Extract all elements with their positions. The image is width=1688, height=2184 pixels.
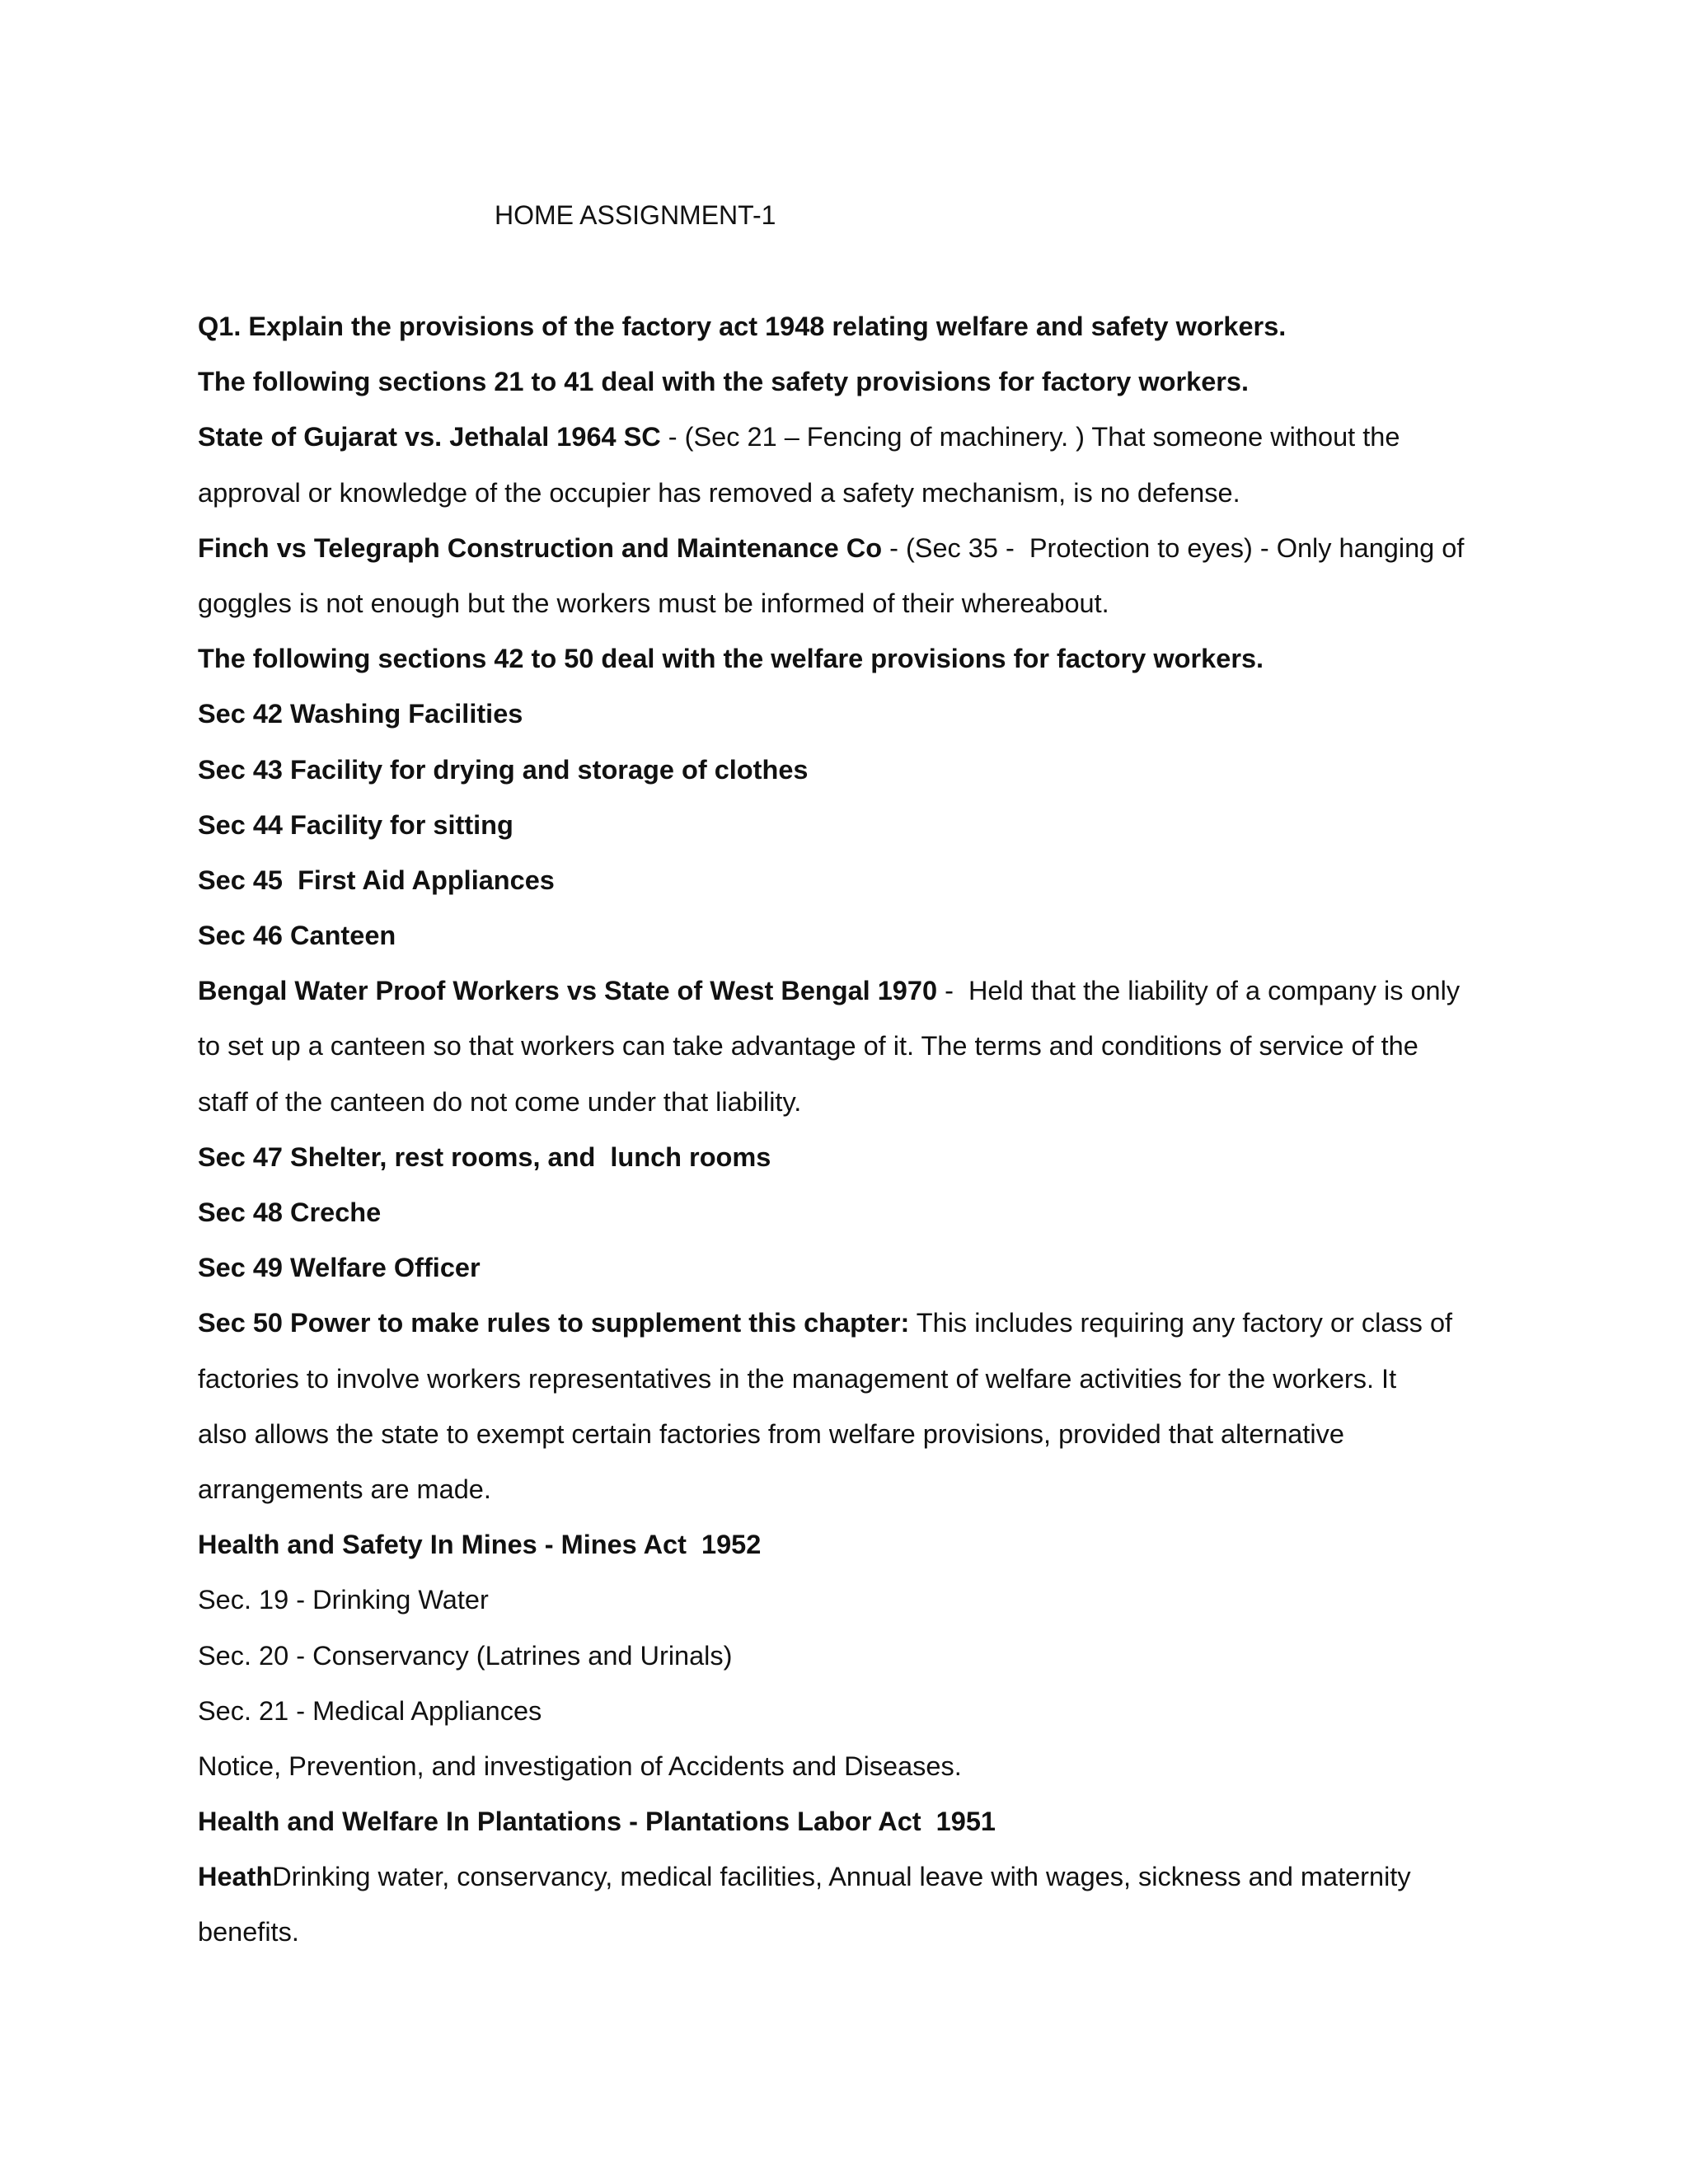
text-run: - Held that the liability of a company is only — [937, 976, 1461, 1006]
text-line — [198, 587, 1492, 642]
bold-text-run: Sec 45 First Aid Appliances — [198, 865, 555, 895]
text-run: staff of the canteen do not come under that liability. — [198, 1086, 802, 1117]
text-line — [198, 1750, 1492, 1805]
text-run: This includes requiring any factory or class of — [909, 1308, 1453, 1338]
bold-text-run: Sec 47 Shelter, rest rooms, and lunch rooms — [198, 1141, 771, 1172]
text-run: factories to involve workers representatives in the management of welfare activities for the workers. It — [198, 1363, 1397, 1394]
text-line — [198, 864, 1492, 919]
bold-text-run: Sec 43 Facility for drying and storage of clothes — [198, 754, 809, 785]
text-run: to set up a canteen so that workers can take advantage of it. The terms and conditions of service of the — [198, 1031, 1418, 1062]
text-line — [198, 808, 1492, 864]
bold-text-run: Health and Safety In Mines - Mines Act 1952 — [198, 1530, 762, 1560]
text-run: goggles is not enough but the workers must be informed of their whereabout. — [198, 588, 1109, 618]
bold-text-run: Sec 46 Canteen — [198, 921, 396, 951]
text-line — [198, 1860, 1492, 1915]
bold-text-run: State of Gujarat vs. Jethalal 1964 SC — [198, 422, 661, 452]
bold-text-run: The following sections 42 to 50 deal with the welfare provisions for factory workers. — [198, 644, 1264, 674]
text-line — [198, 1473, 1492, 1528]
text-line — [198, 1029, 1492, 1085]
text-line — [198, 1418, 1492, 1473]
text-run: arrangements are made. — [198, 1474, 491, 1504]
text-run: benefits. — [198, 1917, 299, 1947]
text-line — [198, 1694, 1492, 1750]
text-line — [198, 697, 1492, 752]
text-line — [198, 642, 1492, 697]
document-body — [198, 310, 1492, 1971]
bold-text-run: Health and Welfare In Plantations - Plantations Labor Act 1951 — [198, 1807, 996, 1837]
bold-text-run: Sec 50 Power to make rules to supplement this chapter: — [198, 1308, 910, 1338]
text-run: Drinking water, conservancy, medical facilities, Annual leave with wages, sickness and maternity — [272, 1862, 1411, 1892]
bold-text-run: Q1. Explain the provisions of the factory act 1948 relating welfare and safety workers. — [198, 312, 1287, 341]
text-line — [198, 1141, 1492, 1196]
text-line — [198, 1362, 1492, 1418]
bold-text-run: Finch vs Telegraph Construction and Maintenance Co — [198, 532, 883, 563]
text-line — [198, 365, 1492, 420]
text-run: Notice, Prevention, and investigation of Accidents and Diseases. — [198, 1750, 962, 1781]
text-line — [198, 1915, 1492, 1971]
bold-text-run: Sec 44 Facility for sitting — [198, 809, 513, 840]
text-run: - (Sec 21 – Fencing of machinery. ) That someone without the — [660, 422, 1400, 452]
text-line — [198, 1583, 1492, 1638]
text-line — [198, 1528, 1492, 1583]
text-line — [198, 1306, 1492, 1361]
bold-text-run: Sec 48 Creche — [198, 1197, 382, 1227]
text-line — [198, 1251, 1492, 1306]
text-run: Sec. 19 - Drinking Water — [198, 1585, 489, 1615]
bold-text-run: Sec 42 Washing Facilities — [198, 699, 523, 729]
bold-text-run: Sec 49 Welfare Officer — [198, 1253, 481, 1283]
text-line — [198, 1085, 1492, 1141]
document-title: HOME ASSIGNMENT-1 — [495, 200, 776, 230]
text-run: - (Sec 35 - Protection to eyes) - Only hanging of — [882, 532, 1465, 563]
text-line — [198, 1805, 1492, 1860]
text-line — [198, 1639, 1492, 1694]
text-line — [198, 532, 1492, 587]
text-line — [198, 919, 1492, 974]
bold-text-run: The following sections 21 to 41 deal with the safety provisions for factory workers. — [198, 367, 1250, 397]
bold-text-run: Heath — [198, 1862, 273, 1892]
text-line — [198, 310, 1492, 365]
text-run: also allows the state to exempt certain factories from welfare provisions, provided that alternative — [198, 1418, 1344, 1449]
text-line — [198, 420, 1492, 476]
text-run: approval or knowledge of the occupier has removed a safety mechanism, is no defense. — [198, 477, 1240, 508]
text-line — [198, 974, 1492, 1029]
text-line — [198, 476, 1492, 532]
text-run: Sec. 21 - Medical Appliances — [198, 1695, 542, 1726]
text-run: Sec. 20 - Conservancy (Latrines and Urinals) — [198, 1640, 733, 1671]
text-line — [198, 1196, 1492, 1251]
text-line — [198, 753, 1492, 808]
bold-text-run: Bengal Water Proof Workers vs State of West Bengal 1970 — [198, 976, 938, 1006]
